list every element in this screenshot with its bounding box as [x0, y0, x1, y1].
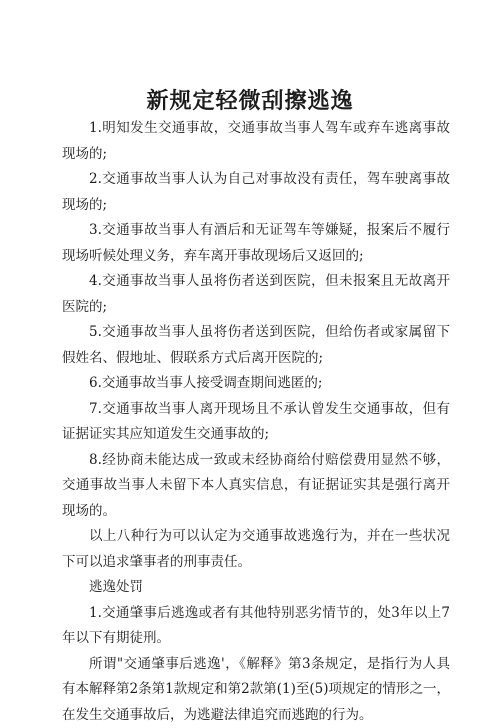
document-body: [62, 116, 450, 728]
paragraph-rule-2: 2.交通事故当事人认为自己对事故没有责任，驾车驶离事故现场的;: [62, 167, 450, 218]
paragraph-penalty-1: 1.交通肇事后逃逸或者有其他特别恶劣情节的，处3年以上7年以下有期徒刑。: [62, 601, 450, 652]
document-title: 新规定轻微刮擦逃逸: [0, 86, 500, 116]
paragraph-rule-7: 7.交通事故当事人离开现场且不承认曾发生交通事故，但有证据证实其应知道发生交通事故的;: [62, 397, 450, 448]
paragraph-rule-3: 3.交通事故当事人有酒后和无证驾车等嫌疑，报案后不履行现场听候处理义务，弃车离开事故现场后又返回的;: [62, 218, 450, 269]
paragraph-definition: 所谓"交通肇事后逃逸'，《解释》第3条规定，是指行为人具有本解释第2条第1款规定和第2款第(1)至(5)项规定的情形之一，在发生交通事故后，为逃避法律追究而逃跑的行为。: [62, 652, 450, 728]
section-heading-penalty: 逃逸处罚: [62, 575, 450, 601]
paragraph-rule-8: 8.经协商未能达成一致或未经协商给付赔偿费用显然不够，交通事故当事人未留下本人真实信息，有证据证实其是强行离开现场的。: [62, 448, 450, 525]
paragraph-rule-4: 4.交通事故当事人虽将伤者送到医院，但未报案且无故离开医院的;: [62, 269, 450, 320]
paragraph-rule-5: 5.交通事故当事人虽将伤者送到医院，但给伤者或家属留下假姓名、假地址、假联系方式后离开医院的;: [62, 320, 450, 371]
paragraph-rule-6: 6.交通事故当事人接受调查期间逃匿的;: [62, 371, 450, 397]
paragraph-rule-1: 1.明知发生交通事故，交通事故当事人驾车或弃车逃离事故现场的;: [62, 116, 450, 167]
paragraph-summary: 以上八种行为可以认定为交通事故逃逸行为，并在一些状况下可以追求肇事者的刑事责任。: [62, 524, 450, 575]
